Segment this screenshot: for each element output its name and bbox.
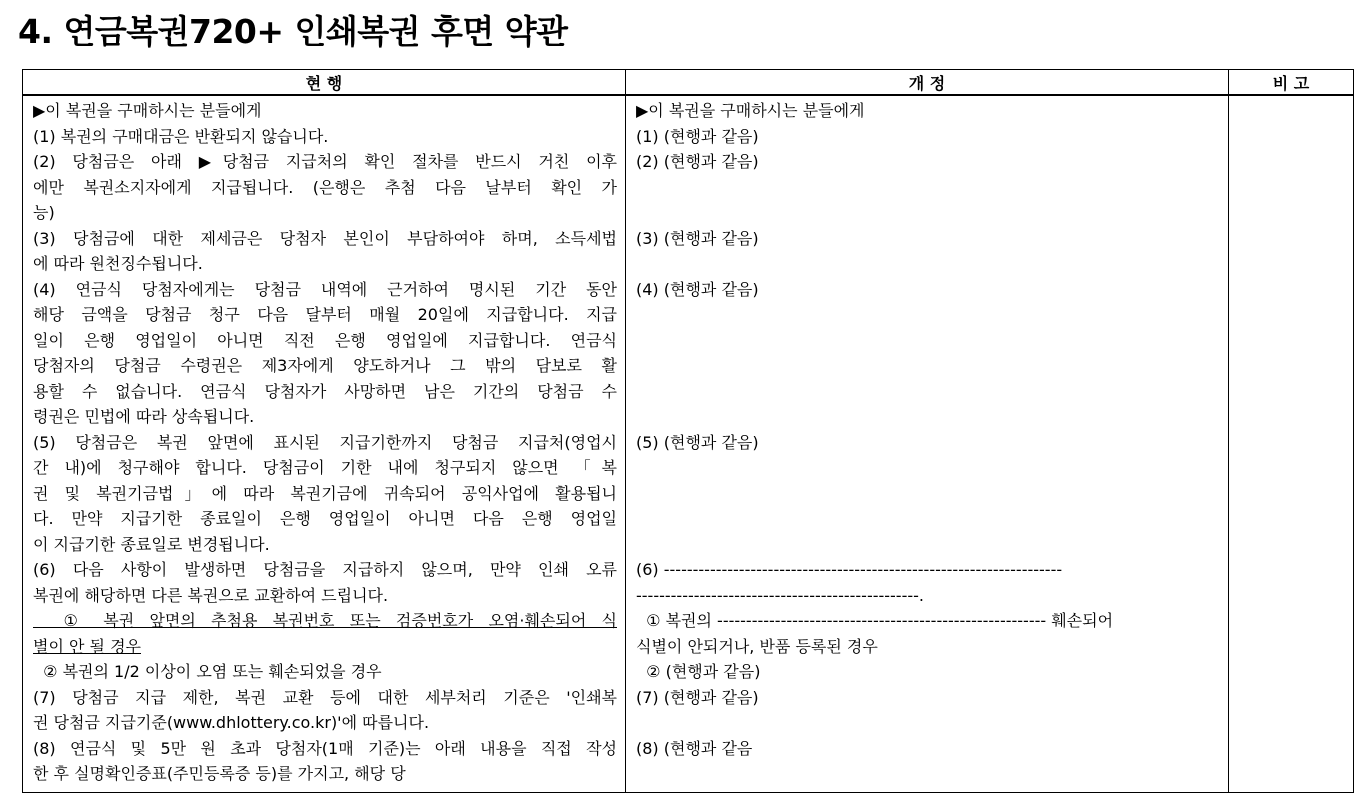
current-line-text: ① 복권 앞면의 추첨용 복권번호 또는 검증번호가 오염·훼손되어 식 [33,611,617,630]
blank-line [636,481,1220,507]
header-current: 현 행 [23,70,626,96]
current-line: (5) 당첨금은 복권 앞면에 표시된 지급기한까지 당첨금 지급처(영업시 [33,432,617,452]
blank-line [636,379,1220,405]
blank-line [636,302,1220,328]
revised-line: (8) (현행과 같음 [636,738,753,758]
revised-line: (4) (현행과 같음) [636,279,759,299]
page-title: 4. 연금복권720+ 인쇄복권 후면 약관 [18,12,568,51]
revised-line: (1) (현행과 같음) [636,126,759,146]
table-header-row [23,70,1354,96]
current-line: (4) 연금식 당첨자에게는 당첨금 내역에 근거하여 명시된 기간 동안 [33,279,617,299]
current-line: 용할 수 없습니다. 연금식 당첨자가 사망하면 남은 기간의 당첨금 수 [33,381,617,401]
blank-line [636,353,1220,379]
blank-line [636,328,1220,354]
blank-line [636,251,1220,277]
current-line: (3) 당첨금에 대한 제세금은 당첨자 본인이 부담하여야 하며, 소득세법 [33,228,617,248]
header-revised: 개 정 [626,70,1229,96]
current-line: (6) 다음 사항이 발생하면 당첨금을 지급하지 않으며, 만약 인쇄 오류 [33,560,617,579]
revised-text-cell [626,95,1229,793]
remarks-cell [1229,95,1354,793]
current-line: 이 지급기한 종료일로 변경됩니다. [33,534,270,554]
revised-line: -------------------------------------------------. [636,585,924,605]
current-line-underlined [33,608,617,634]
blank-line [636,506,1220,532]
blank-line [636,532,1220,558]
current-line: 능) [33,203,55,222]
blank-line [636,175,1220,201]
current-line: 일이 은행 영업일이 아니면 직전 은행 영업일에 지급합니다. 연금식 [33,330,617,350]
current-line-underlined [33,634,617,660]
current-text-cell [23,95,626,793]
current-line: 령권은 민법에 따라 상속됩니다. [33,407,255,426]
current-line: ② 복권의 1/2 이상이 오염 또는 훼손되었을 경우 [33,662,382,681]
revised-line: (6) --------------------------------------------------------------------- [636,560,1063,579]
current-line: 권 및 복권기금법」에 따라 복권기금에 귀속되어 공익사업에 활용됩니 [33,483,617,503]
current-line: (2) 당첨금은 아래 ▶당첨금 지급처의 확인 절차를 반드시 거친 이후 [33,152,617,171]
current-line: 당첨자의 당첨금 수령권은 제3자에게 양도하거나 그 밖의 담보로 활 [33,356,617,375]
current-line: (1) 복권의 구매대금은 반환되지 않습니다. [33,126,329,146]
current-line: 다. 만약 지급기한 종료일이 은행 영업일이 아니면 다음 은행 영업일 [33,509,617,528]
current-line: (7) 당첨금 지급 제한, 복권 교환 등에 대한 세부처리 기준은 '인쇄복 [33,687,617,707]
current-line: 에 따라 원천징수됩니다. [33,254,203,273]
current-line: 한 후 실명확인증표(주민등록증 등)를 가지고, 해당 당 [33,764,406,783]
blank-line [636,455,1220,481]
current-line: 복권에 해당하면 다른 복권으로 교환하여 드립니다. [33,585,389,605]
revised-line: (2) (현행과 같음) [636,152,759,171]
header-remarks: 비 고 [1229,70,1354,96]
current-line: 해당 금액을 당첨금 청구 다음 달부터 매월 20일에 지급합니다. 지급 [33,305,617,324]
blank-line [636,200,1220,226]
current-line: 권 당첨금 지급기준(www.dhlottery.co.kr)'에 따릅니다. [33,713,430,732]
revised-line: (7) (현행과 같음) [636,687,759,707]
current-line: 에만 복권소지자에게 지급됩니다. (은행은 추첨 다음 날부터 확인 가 [33,177,617,197]
blank-line [636,404,1220,430]
revised-line: 식별이 안되거나, 반품 등록된 경우 [636,636,878,656]
current-line-text: 별이 안 될 경우 [33,636,141,656]
blank-line [636,710,1220,736]
current-line: ▶이 복권을 구매하시는 분들에게 [33,101,262,120]
table-row [23,95,1354,793]
revised-line: ▶이 복권을 구매하시는 분들에게 [636,101,865,120]
revised-line: ② (현행과 같음) [636,662,761,681]
revised-line: (3) (현행과 같음) [636,228,759,248]
current-line: 간 내)에 청구해야 합니다. 당첨금이 기한 내에 청구되지 않으면 「복 [33,458,617,477]
revised-line: ① 복권의 --------------------------------------------------------- 훼손되어 [636,611,1114,630]
current-line: (8) 연금식 및 5만 원 초과 당첨자(1매 기준)는 아래 내용을 직접 작성 [33,738,617,758]
revised-line: (5) (현행과 같음) [636,432,759,452]
terms-comparison-table [22,69,1354,793]
